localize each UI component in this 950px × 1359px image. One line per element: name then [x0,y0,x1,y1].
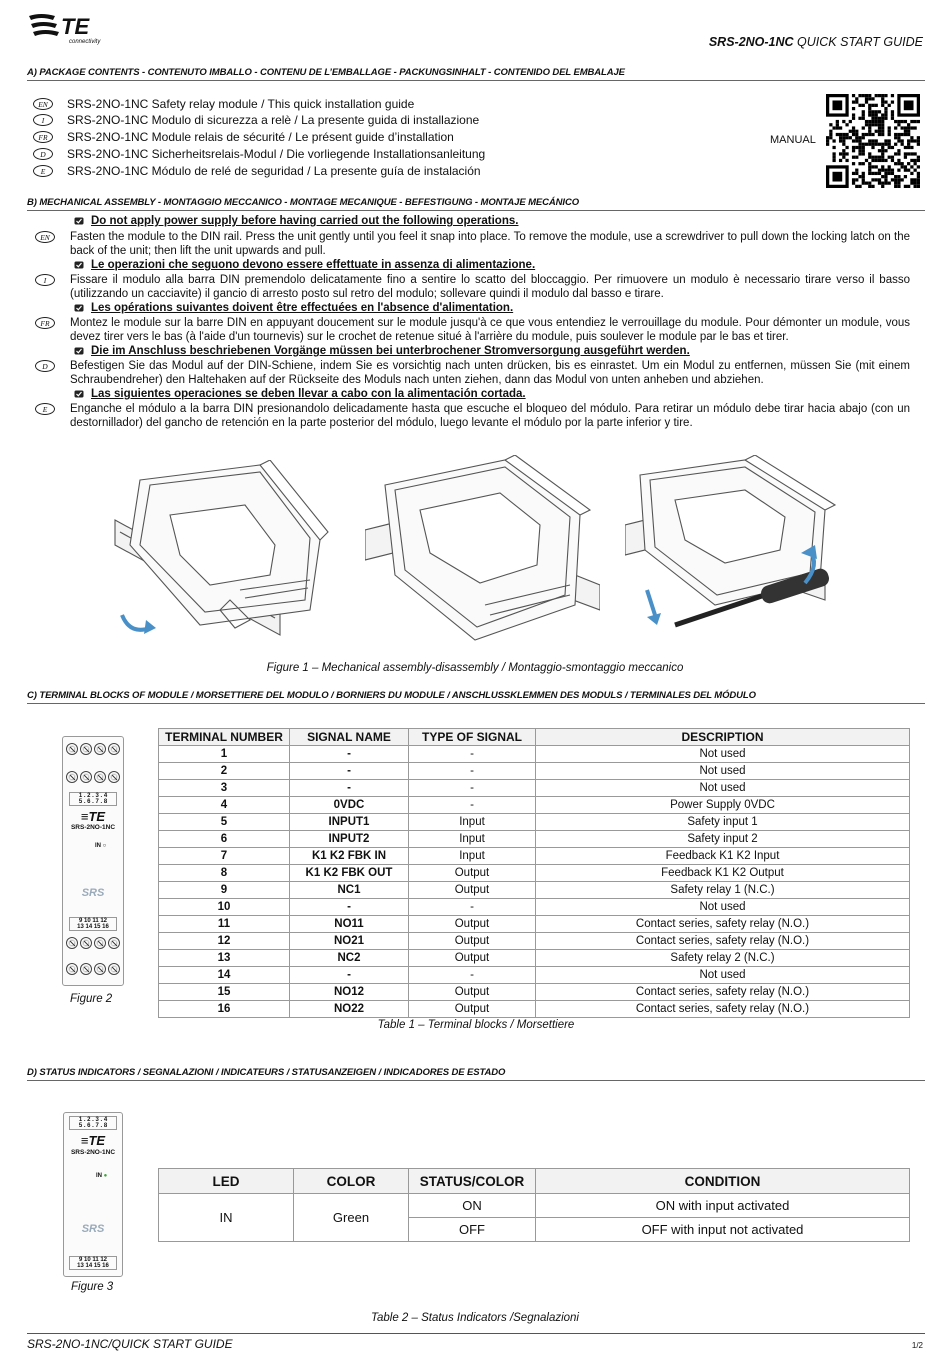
signal-type: Output [409,1001,536,1018]
warning-icon [74,347,84,355]
footer-divider [27,1333,925,1334]
signal-name: - [290,763,409,780]
terminal-number: 3 [159,780,290,797]
status-condition: OFF with input not activated [536,1218,910,1242]
signal-name: K1 K2 FBK OUT [290,865,409,882]
language-badge-d: D [33,148,53,160]
package-item-text: SRS-2NO-1NC Module relais de sécurité / Le présent guide d’installation [67,130,454,144]
signal-type: - [409,797,536,814]
signal-description: Feedback K1 K2 Output [536,865,910,882]
section-d-title: D) STATUS INDICATORS / SEGNALAZIONI / INDICATEURS / STATUSANZEIGEN / INDICADORES DE ESTADO [27,1067,925,1081]
package-item-text: SRS-2NO-1NC Sicherheitsrelais-Modul / Die vorliegende Installationsanleitung [67,147,486,161]
signal-description: Power Supply 0VDC [536,797,910,814]
fig3-model: SRS-2NO-1NC [70,1149,116,1156]
warning-notice [74,302,513,314]
terminal-number: 6 [159,831,290,848]
fig3-logo: ≡TE [80,1133,106,1148]
table-row [159,984,910,1001]
status-condition: ON with input activated [536,1194,910,1218]
table-row [159,899,910,916]
status-th-condition: CONDITION [536,1169,910,1194]
module-brand: SRS [81,887,105,899]
language-badge-e: E [35,403,55,415]
package-item [33,129,454,145]
signal-description: Not used [536,763,910,780]
signal-description: Not used [536,967,910,984]
package-item [33,112,479,128]
signal-type: Output [409,916,536,933]
terminal-number: 9 [159,882,290,899]
module-front-figure2 [62,736,124,986]
signal-name: 0VDC [290,797,409,814]
package-item [33,163,481,179]
warning-notice [74,388,526,400]
table-row [159,967,910,984]
din-mount-illustration [110,460,330,655]
terminal-number: 12 [159,933,290,950]
figure2-caption: Figure 2 [70,993,113,1005]
signal-name: NC2 [290,950,409,967]
module-model: SRS-2NO-1NC [70,824,116,831]
signal-description: Safety input 1 [536,814,910,831]
signal-name: INPUT2 [290,831,409,848]
signal-description: Safety relay 2 (N.C.) [536,950,910,967]
status-color: Green [294,1194,409,1242]
package-item [33,146,485,162]
fig3-bottom-labels: 9 10 11 12 13 14 15 16 [69,1256,117,1270]
signal-type: - [409,763,536,780]
module-logo: ≡TE [80,809,106,824]
instruction-text: Montez le module sur la barre DIN en appuyant doucement sur le module jusqu'à ce que vous entendiez le verrouillage du module. Pour démonter un module, vous devez tirer vers le bas (à l'aide d'un tournevis) sur le crochet de retenue situé à l'arrière du module, puis soulever le module par le bas et tirer. [70,317,910,343]
footer-title: SRS-2NO-1NC/QUICK START GUIDE [27,1337,233,1351]
te-logo [27,10,117,46]
status-table-header [159,1169,910,1194]
table-row [159,848,910,865]
module-front-figure3 [63,1112,123,1277]
language-badge-i: I [35,274,55,286]
terminal-number: 13 [159,950,290,967]
signal-name: - [290,746,409,763]
terminal-th: TERMINAL NUMBER [159,729,290,746]
table-row [159,763,910,780]
top-terminal-row-2 [66,771,120,783]
warning-icon [74,390,84,398]
package-item [33,96,414,112]
signal-type: Input [409,814,536,831]
signal-name: NO11 [290,916,409,933]
signal-type: Output [409,933,536,950]
signal-name: NO12 [290,984,409,1001]
signal-name: NO21 [290,933,409,950]
logo-sub: connectivity [69,39,101,45]
top-terminal-labels: 1 . 2 . 3 . 4 5 . 6 . 7 . 8 [69,792,117,806]
section-a-title: A) PACKAGE CONTENTS - CONTENUTO IMBALLO - CONTENU DE L’EMBALLAGE - PACKUNGSINHALT - CONTENIDO DEL EMBALAJE [27,67,925,81]
terminal-table-header [159,729,910,746]
bottom-terminal-labels: 9 10 11 12 13 14 15 16 [69,917,117,931]
language-badge-d: D [35,360,55,372]
status-led: IN [159,1194,294,1242]
warning-icon [74,217,84,225]
instruction-text: Fissare il modulo alla barra DIN premendolo delicatamente fino a sentire lo scatto del bloccaggio. Per rimuovere un modulo è necessario tirare verso il basso (utilizzando un cacciavite) il gancio di arresto posto sul retro del modulo; sollevare quindi il modulo dal basso e tirare. [70,274,910,300]
warning-icon [74,304,84,312]
signal-type: Output [409,984,536,1001]
table-row [159,933,910,950]
bottom-terminal-row-2 [66,963,120,975]
din-snapped-illustration [365,455,600,655]
terminal-number: 8 [159,865,290,882]
qr-code[interactable] [826,94,920,188]
signal-type: Output [409,950,536,967]
warning-text: Las siguientes operaciones se deben llevar a cabo con la alimentación cortada. [91,388,526,400]
signal-type: Output [409,882,536,899]
logo-text: TE [61,14,90,39]
language-badge-fr: FR [35,317,55,329]
signal-type: - [409,967,536,984]
signal-type: Output [409,865,536,882]
language-badge-i: I [33,114,53,126]
top-terminal-row-1 [66,743,120,755]
status-th-color: COLOR [294,1169,409,1194]
table-row [159,865,910,882]
instruction-text: Befestigen Sie das Modul auf der DIN-Schiene, indem Sie es vorsichtig nach unten drücken, bis es einrastet. Um ein Modul zu entfernen, müssen Sie (mit einem Schraubendreher) den Haltehaken auf der Rückseite des Moduls nach unten ziehen, dann das Modul von unten anheben und abziehen. [70,360,910,386]
signal-name: - [290,780,409,797]
warning-icon [74,261,84,269]
signal-description: Not used [536,899,910,916]
signal-description: Contact series, safety relay (N.O.) [536,916,910,933]
terminal-th: SIGNAL NAME [290,729,409,746]
section-c-title: C) TERMINAL BLOCKS OF MODULE / MORSETTIERE DEL MODULO / BORNIERS DU MODULE / ANSCHLUSSKLEMMEN DES MODULS / TERMINALES DEL MÓDULO [27,690,925,704]
warning-text: Do not apply power supply before having carried out the following operations. [91,215,519,227]
warning-notice [74,215,518,227]
section-b-title: B) MECHANICAL ASSEMBLY - MONTAGGIO MECCANICO - MONTAGE MECANIQUE - BEFESTIGUNG - MONTAJE MECÁNICO [27,197,925,211]
table-row [159,882,910,899]
signal-type: - [409,899,536,916]
status-value: ON [409,1194,536,1218]
fig3-brand: SRS [81,1223,105,1235]
signal-name: NO22 [290,1001,409,1018]
table-row [159,746,910,763]
bottom-terminal-row-1 [66,937,120,949]
fig3-led-label: IN ● [96,1173,108,1179]
terminal-number: 7 [159,848,290,865]
signal-type: Input [409,831,536,848]
fig3-top-labels: 1 . 2 . 3 . 4 5 . 6 . 7 . 8 [69,1116,117,1130]
signal-description: Not used [536,746,910,763]
table2-caption: Table 2 – Status Indicators /Segnalazioni [371,1312,579,1324]
instruction-text: Enganche el módulo a la barra DIN presionandolo delicadamente hasta que escuche el bloqueo del módulo. Para retirar un módulo debe tirar hacia abajo (con un destornillador) del gancho de retención en la parte posterior del módulo, luego levante el módulo por la parte inferior y tire. [70,403,910,429]
instruction-text: Fasten the module to the DIN rail. Press the unit gently until you feel it snap into place. To remove the module, use a screwdriver to pull down the locking latch on the back of the unit; then lift the unit upwards and pull. [70,231,910,257]
terminal-number: 1 [159,746,290,763]
package-item-text: SRS-2NO-1NC Safety relay module / This quick installation guide [67,97,415,111]
terminal-number: 11 [159,916,290,933]
warning-notice [74,259,535,271]
signal-description: Contact series, safety relay (N.O.) [536,933,910,950]
table-row [159,797,910,814]
language-badge-e: E [33,165,53,177]
header-model: SRS-2NO-1NC [708,35,794,49]
signal-description: Safety input 2 [536,831,910,848]
terminal-number: 10 [159,899,290,916]
signal-type: - [409,746,536,763]
table-row [159,1001,910,1018]
warning-text: Die im Anschluss beschriebenen Vorgänge müssen bei unterbrochener Stromversorgung ausgeführt werden. [91,345,690,357]
terminal-th: DESCRIPTION [536,729,910,746]
header-guide: QUICK START GUIDE [793,35,923,49]
status-th-led: LED [159,1169,294,1194]
module-led-label: IN ○ [95,843,107,849]
table-row [159,916,910,933]
status-table [158,1168,910,1242]
warning-text: Le operazioni che seguono devono essere effettuate in assenza di alimentazione. [91,259,536,271]
terminal-number: 2 [159,763,290,780]
signal-name: INPUT1 [290,814,409,831]
signal-description: Feedback K1 K2 Input [536,848,910,865]
signal-name: K1 K2 FBK IN [290,848,409,865]
signal-name: - [290,967,409,984]
signal-description: Not used [536,780,910,797]
table-row [159,831,910,848]
header-title [709,35,923,49]
terminal-number: 14 [159,967,290,984]
status-th-status: STATUS/COLOR [409,1169,536,1194]
signal-description: Contact series, safety relay (N.O.) [536,1001,910,1018]
signal-description: Safety relay 1 (N.C.) [536,882,910,899]
status-value: OFF [409,1218,536,1242]
signal-type: - [409,780,536,797]
terminal-table [158,728,910,1018]
terminal-number: 4 [159,797,290,814]
terminal-number: 15 [159,984,290,1001]
table-row [159,950,910,967]
warning-notice [74,345,690,357]
manual-label: MANUAL [770,134,816,146]
signal-name: NC1 [290,882,409,899]
signal-type: Input [409,848,536,865]
package-item-text: SRS-2NO-1NC Módulo de relé de seguridad / La presente guía de instalación [67,164,481,178]
status-row [159,1194,910,1218]
table-row [159,780,910,797]
terminal-table-body [159,746,910,1018]
figure1-caption: Figure 1 – Mechanical assembly-disassembly / Montaggio-smontaggio meccanico [266,662,684,674]
language-badge-en: EN [35,231,55,243]
warning-text: Les opérations suivantes doivent être effectuées en l'absence d'alimentation. [91,302,514,314]
page-number: 1/2 [911,1341,923,1350]
figure3-caption: Figure 3 [71,1281,114,1293]
terminal-number: 5 [159,814,290,831]
table-row [159,814,910,831]
language-badge-fr: FR [33,131,53,143]
package-item-text: SRS-2NO-1NC Modulo di sicurezza a relè / La presente guida di installazione [67,113,480,127]
terminal-th: TYPE OF SIGNAL [409,729,536,746]
language-badge-en: EN [33,98,53,110]
din-removal-illustration [625,455,840,655]
signal-name: - [290,899,409,916]
terminal-number: 16 [159,1001,290,1018]
signal-description: Contact series, safety relay (N.O.) [536,984,910,1001]
table1-caption: Table 1 – Terminal blocks / Morsettiere [377,1019,575,1031]
